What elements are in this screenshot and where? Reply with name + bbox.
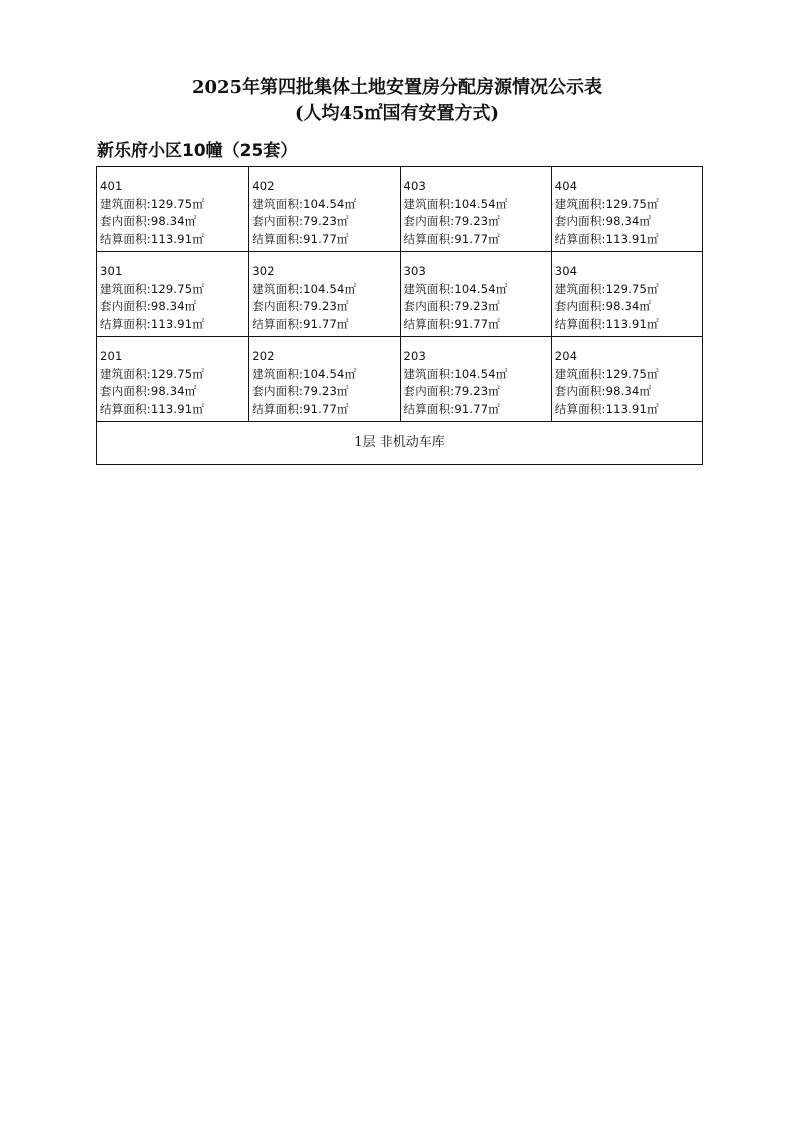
unit-table <box>96 166 703 465</box>
building-area: 建筑面积:104.54㎡ <box>252 281 357 296</box>
unit-number: 303 <box>403 264 427 278</box>
inner-area: 套内面积:98.34㎡ <box>554 384 652 398</box>
settlement-area: 结算面积:91.77㎡ <box>252 316 349 331</box>
settlement-area: 结算面积:91.77㎡ <box>403 401 500 416</box>
settlement-area: 结算面积:113.91㎡ <box>554 316 659 331</box>
unit-cell <box>551 167 702 252</box>
building-area: 建筑面积:129.75㎡ <box>554 366 659 381</box>
settlement-area: 结算面积:113.91㎡ <box>100 231 205 246</box>
inner-area: 套内面积:79.23㎡ <box>252 384 349 398</box>
ground-floor-label: 1层 非机动车库 <box>354 435 445 450</box>
floor-row-4 <box>97 167 702 252</box>
unit-number: 401 <box>100 179 123 193</box>
unit-cell <box>97 167 248 252</box>
settlement-area: 结算面积:113.91㎡ <box>100 401 205 416</box>
inner-area: 套内面积:79.23㎡ <box>252 299 349 313</box>
unit-cell <box>97 252 248 337</box>
building-area: 建筑面积:129.75㎡ <box>100 196 205 211</box>
unit-number: 302 <box>252 264 275 278</box>
unit-cell <box>97 337 248 422</box>
inner-area: 套内面积:79.23㎡ <box>403 299 500 313</box>
building-heading: 新乐府小区10幢（25套） <box>97 141 298 161</box>
unit-number: 301 <box>100 264 123 278</box>
unit-number: 201 <box>100 349 123 363</box>
inner-area: 套内面积:98.34㎡ <box>100 299 197 313</box>
settlement-area: 结算面积:113.91㎡ <box>554 401 659 416</box>
building-area: 建筑面积:104.54㎡ <box>252 366 357 381</box>
floor-row-2 <box>97 337 702 422</box>
settlement-area: 结算面积:91.77㎡ <box>252 231 349 246</box>
inner-area: 套内面积:79.23㎡ <box>252 214 349 228</box>
floor-row-1 <box>97 422 702 464</box>
page-subtitle: (人均45㎡国有安置方式) <box>294 103 500 124</box>
settlement-area: 结算面积:91.77㎡ <box>403 316 500 331</box>
unit-cell <box>248 337 399 422</box>
unit-cell <box>248 167 399 252</box>
unit-number: 404 <box>554 179 578 193</box>
building-area: 建筑面积:104.54㎡ <box>403 196 508 211</box>
inner-area: 套内面积:98.34㎡ <box>554 299 652 313</box>
unit-number: 202 <box>252 349 275 363</box>
building-area: 建筑面积:104.54㎡ <box>403 281 508 296</box>
settlement-area: 结算面积:113.91㎡ <box>554 231 659 246</box>
inner-area: 套内面积:98.34㎡ <box>100 214 197 228</box>
unit-number: 304 <box>554 264 578 278</box>
settlement-area: 结算面积:91.77㎡ <box>252 401 349 416</box>
building-area: 建筑面积:129.75㎡ <box>100 281 205 296</box>
building-area: 建筑面积:129.75㎡ <box>554 281 659 296</box>
inner-area: 套内面积:79.23㎡ <box>403 384 500 398</box>
unit-cell <box>400 337 551 422</box>
inner-area: 套内面积:79.23㎡ <box>403 214 500 228</box>
floor-row-3 <box>97 252 702 337</box>
unit-cell <box>551 337 702 422</box>
unit-cell <box>400 252 551 337</box>
inner-area: 套内面积:98.34㎡ <box>100 384 197 398</box>
unit-number: 403 <box>403 179 427 193</box>
building-area: 建筑面积:104.54㎡ <box>403 366 508 381</box>
building-area: 建筑面积:129.75㎡ <box>100 366 205 381</box>
page-title: 2025年第四批集体土地安置房分配房源情况公示表 <box>191 77 603 98</box>
settlement-area: 结算面积:91.77㎡ <box>403 231 500 246</box>
settlement-area: 结算面积:113.91㎡ <box>100 316 205 331</box>
unit-number: 204 <box>554 349 578 363</box>
unit-number: 203 <box>403 349 427 363</box>
inner-area: 套内面积:98.34㎡ <box>554 214 652 228</box>
unit-cell <box>551 252 702 337</box>
unit-number: 402 <box>252 179 275 193</box>
unit-cell <box>400 167 551 252</box>
building-area: 建筑面积:104.54㎡ <box>252 196 357 211</box>
building-area: 建筑面积:129.75㎡ <box>554 196 659 211</box>
unit-cell <box>248 252 399 337</box>
